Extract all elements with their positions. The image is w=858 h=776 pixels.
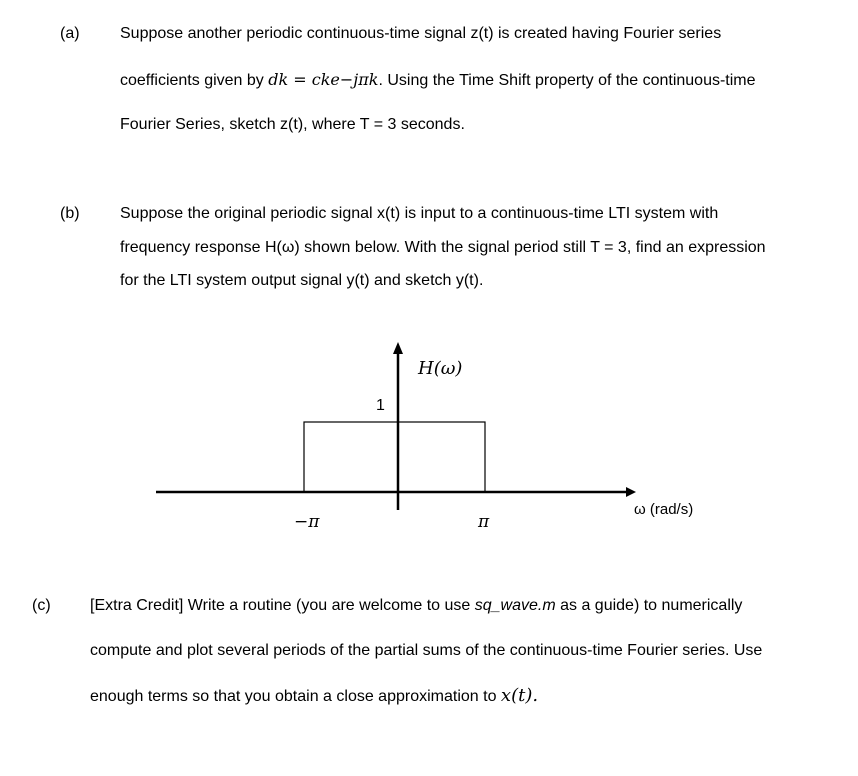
part-b-line-3: for the LTI system output signal y(t) and sketch y(t). bbox=[120, 272, 484, 289]
part-c-line-1-text-post: as a guide) to numerically bbox=[555, 597, 743, 614]
part-b-label: (b) bbox=[60, 205, 80, 222]
part-c-filename: sq_wave.m bbox=[474, 597, 556, 614]
figure-title: H(ω) bbox=[418, 358, 463, 379]
part-c-signal-name: x(t). bbox=[500, 685, 539, 706]
amplitude-axis-arrowhead bbox=[393, 342, 403, 354]
omega-axis-arrowhead bbox=[626, 487, 636, 497]
part-a-line-3: Fourier Series, sketch z(t), where T = 3 seconds. bbox=[120, 116, 465, 133]
part-a-label: (a) bbox=[60, 25, 80, 42]
part-a-line-2-text-pre: coefficients given by bbox=[120, 72, 269, 89]
omega-axis-label: ω (rad/s) bbox=[634, 501, 694, 518]
part-b-line-2: frequency response H(ω) shown below. With the signal period still T = 3, find an expression bbox=[120, 239, 766, 256]
part-c-line-3-text-pre: enough terms so that you obtain a close approximation to bbox=[90, 688, 501, 705]
part-c-line-3 bbox=[90, 686, 538, 707]
passband-rectangle bbox=[304, 422, 485, 492]
neg-cutoff-label: −π bbox=[294, 512, 320, 532]
part-a-coefficient-formula: dk = cke−jπk bbox=[268, 70, 379, 89]
part-c-line-1-text-pre: [Extra Credit] Write a routine (you are welcome to use bbox=[90, 597, 475, 614]
part-a-line-1: Suppose another periodic continuous-time signal z(t) is created having Fourier series bbox=[120, 25, 722, 42]
part-c-line-2: compute and plot several periods of the partial sums of the continuous-time Fourier series. Use bbox=[90, 642, 763, 659]
part-b-line-1: Suppose the original periodic signal x(t) is input to a continuous-time LTI system with bbox=[120, 205, 719, 222]
part-a-line-2-text-post: . Using the Time Shift property of the continuous-time bbox=[378, 72, 756, 89]
part-c-label: (c) bbox=[32, 597, 51, 614]
pos-cutoff-label: π bbox=[478, 512, 490, 532]
amplitude-label: 1 bbox=[376, 397, 385, 414]
part-c-line-1 bbox=[90, 596, 742, 616]
